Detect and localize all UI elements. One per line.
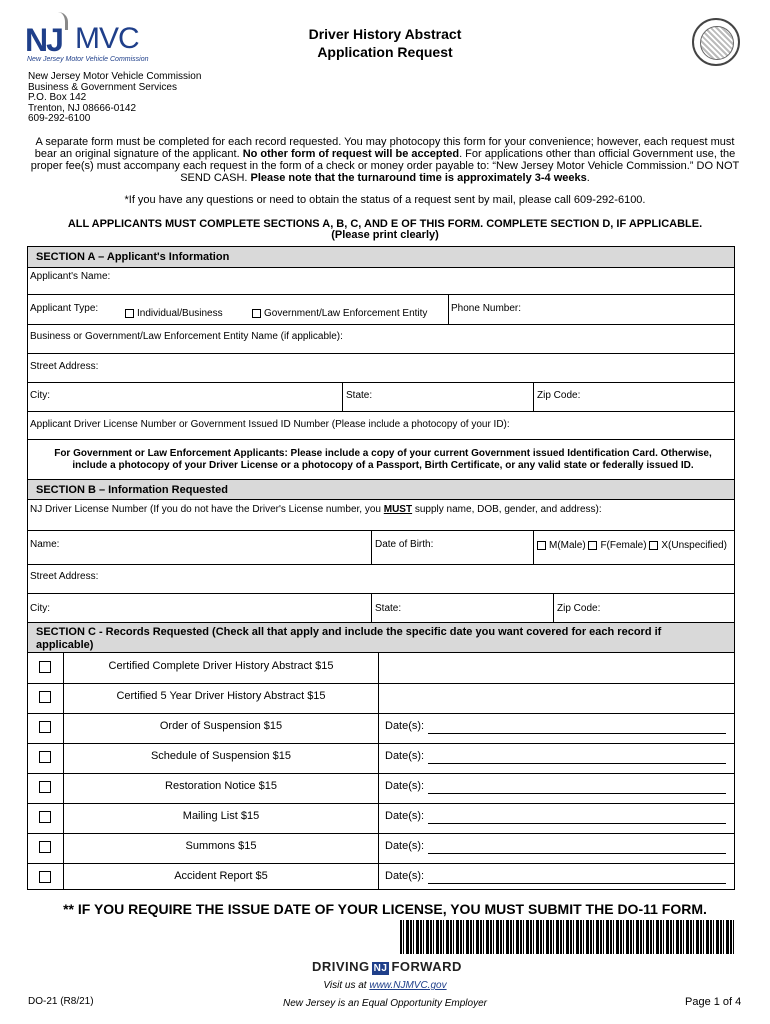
address-line: Trenton, NJ 08666-0142 <box>28 102 137 114</box>
record-item: Mailing List $15 <box>182 810 260 822</box>
checkbox-5-year-abstract[interactable] <box>39 691 51 703</box>
status-note: *If you have any questions or need to obtain the status of a request sent by mail, please call 609-292-6100. <box>124 194 646 206</box>
checkbox-individual[interactable] <box>125 309 134 318</box>
address-line: P.O. Box 142 <box>28 92 87 103</box>
checkbox-male[interactable] <box>537 541 546 550</box>
address-line: 609-292-6100 <box>28 113 91 124</box>
all-applicants-instruction: ALL APPLICANTS MUST COMPLETE SECTIONS A, B, C, AND E OF THIS FORM. COMPLETE SECTION D, IF APPLICABLE. (Please print clearly) <box>28 219 742 241</box>
license-id-label: Applicant Driver License Number or Government Issued ID Number (Please include a photocopy of your ID): <box>30 419 510 430</box>
record-item: Order of Suspension $15 <box>159 720 283 732</box>
title-line-1: Driver History Abstract <box>308 26 462 42</box>
b-state-label: State: <box>375 603 402 614</box>
page-number: Page 1 of 4 <box>685 996 742 1008</box>
date-of-birth-label: Date of Birth: <box>375 539 434 550</box>
checkbox-female[interactable] <box>588 541 597 550</box>
checkbox-complete-abstract[interactable] <box>39 661 51 673</box>
government-applicant-note: For Government or Law Enforcement Applicants: Please include a copy of your current Government issued Identification Card. Otherwise, include a photocopy of your Driver License or a photocopy of a Passport, Birth Certificate, or any valid state or federally issued ID. <box>54 448 712 471</box>
state-label: State: <box>346 390 373 401</box>
title-line-2: Application Request <box>317 44 453 60</box>
equal-opportunity-statement: New Jersey is an Equal Opportunity Employer <box>283 998 487 1009</box>
applicant-name-label: Applicant's Name: <box>30 271 111 282</box>
logo-tagline: New Jersey Motor Vehicle Commission <box>27 56 149 63</box>
form-title <box>270 25 500 61</box>
address-line: Business & Government Services <box>28 81 177 93</box>
b-zip-code-label: Zip Code: <box>557 603 601 614</box>
dates-label: Date(s): <box>385 720 425 732</box>
checkbox-order-of-suspension[interactable] <box>39 721 51 733</box>
record-item: Schedule of Suspension $15 <box>150 750 292 762</box>
logo-mvc: MVC <box>75 22 139 55</box>
section-b-header: SECTION B – Information Requested <box>28 480 734 500</box>
njmvc-logo <box>25 12 149 70</box>
dates-label: Date(s): <box>385 870 425 882</box>
do-11-warning: ** IF YOU REQUIRE THE ISSUE DATE OF YOUR LICENSE, YOU MUST SUBMIT THE DO-11 FORM. <box>63 901 707 917</box>
dates-input-line[interactable] <box>428 883 726 884</box>
barcode-icon <box>400 920 734 954</box>
nj-license-label: NJ Driver License Number (If you do not have the Driver's License number, you MUST supply name, DOB, gender, and address): <box>30 504 602 515</box>
checkbox-restoration-notice[interactable] <box>39 781 51 793</box>
dates-input-line[interactable] <box>428 733 726 734</box>
visit-us: Visit us at www.NJMVC.gov <box>323 980 447 991</box>
record-item: Summons $15 <box>185 840 257 852</box>
section-a-header: SECTION A – Applicant's Information <box>28 247 734 268</box>
checkbox-government[interactable] <box>252 309 261 318</box>
print-clearly: (Please print clearly) <box>331 229 439 241</box>
street-address-label: Street Address: <box>30 361 99 372</box>
checkbox-mailing-list[interactable] <box>39 811 51 823</box>
logo-nj: NJ <box>25 22 62 58</box>
dates-label: Date(s): <box>385 840 425 852</box>
dates-label: Date(s): <box>385 750 425 762</box>
dates-input-line[interactable] <box>428 823 726 824</box>
dates-input-line[interactable] <box>428 793 726 794</box>
gender-unspecified-option[interactable]: X(Unspecified) <box>649 540 727 551</box>
zip-code-label: Zip Code: <box>537 390 581 401</box>
gender-female-option[interactable]: F(Female) <box>588 540 646 551</box>
checkbox-summons[interactable] <box>39 841 51 853</box>
njmvc-website-link[interactable]: www.NJMVC.gov <box>369 980 447 991</box>
b-street-address-label: Street Address: <box>30 571 99 582</box>
application-form <box>27 246 735 890</box>
dates-label: Date(s): <box>385 810 425 822</box>
dates-input-line[interactable] <box>428 763 726 764</box>
driving-forward-logo: DRIVING NJ FORWARD <box>312 959 462 974</box>
checkbox-unspecified[interactable] <box>649 541 658 550</box>
record-item: Restoration Notice $15 <box>165 780 277 792</box>
name-label: Name: <box>30 539 60 550</box>
b-city-label: City: <box>30 603 50 614</box>
gender-options <box>537 540 727 551</box>
section-c-header: SECTION C - Records Requested (Check all that apply and include the specific date you want covered for each record if applicable) <box>28 623 734 653</box>
type-government-option[interactable]: Government/Law Enforcement Entity <box>252 308 427 319</box>
type-individual-option[interactable]: Individual/Business <box>125 308 223 319</box>
gender-male-option[interactable]: M(Male) <box>537 540 586 551</box>
record-item: Accident Report $5 <box>174 870 268 882</box>
form-number: DO-21 (R8/21) <box>28 996 94 1007</box>
dates-input-line[interactable] <box>428 853 726 854</box>
dates-label: Date(s): <box>385 780 425 792</box>
business-name-label: Business or Government/Law Enforcement Entity Name (if applicable): <box>30 331 343 342</box>
intro-paragraph: A separate form must be completed for each record requested. You may photocopy this form for your convenience; however, each request must bear an original signature of the applicant. No other form of request will be accepted. For applications other than official Government use, the proper fee(s) must accompany each request in the form of a check or money order payable to: “New Jersey Motor Vehicle Commission.” DO NOT SEND CASH. Please note that the turnaround time is approximately 3-4 weeks. <box>30 136 740 184</box>
phone-number-label: Phone Number: <box>451 303 522 314</box>
record-item: Certified Complete Driver History Abstract $15 <box>108 660 334 672</box>
checkbox-accident-report[interactable] <box>39 871 51 883</box>
checkbox-schedule-of-suspension[interactable] <box>39 751 51 763</box>
record-item: Certified 5 Year Driver History Abstract $15 <box>116 690 326 702</box>
city-label: City: <box>30 390 50 401</box>
address-line: New Jersey Motor Vehicle Commission <box>28 71 202 82</box>
state-seal-icon <box>692 18 740 66</box>
agency-address <box>28 72 201 125</box>
applicant-type-label: Applicant Type: <box>30 303 99 314</box>
